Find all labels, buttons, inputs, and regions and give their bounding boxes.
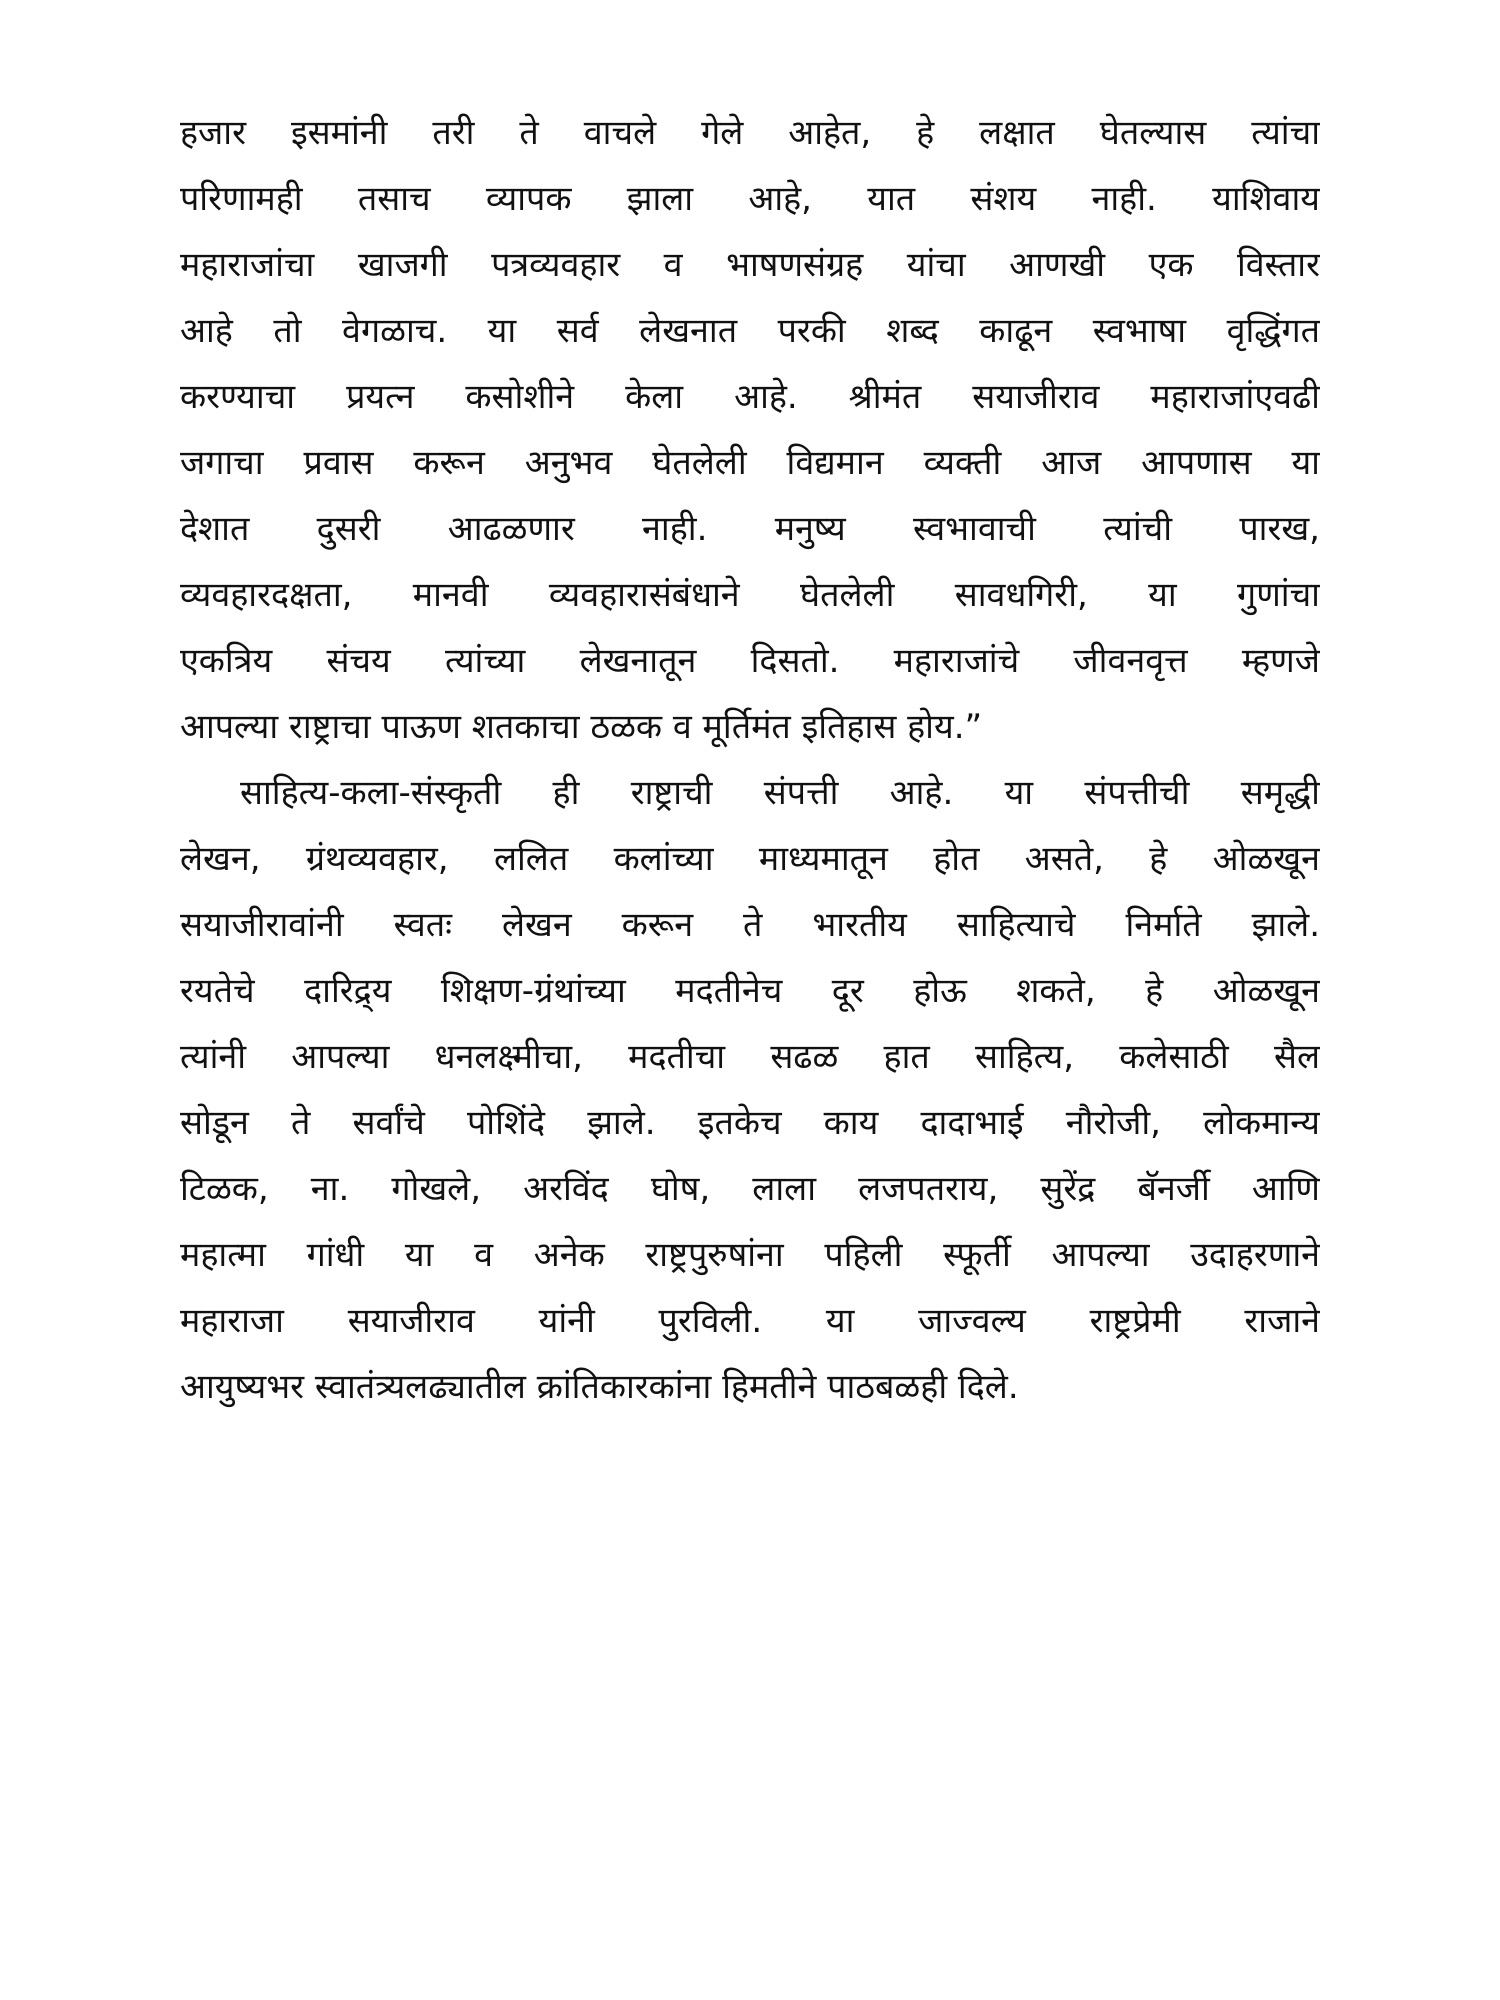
paragraph-line: महाराजा सयाजीराव यांनी पुरविली. या जाज्वल्य राष्ट्रप्रेमी राजाने xyxy=(180,1301,1320,1341)
paragraph-line: महात्मा गांधी या व अनेक राष्ट्रपुरुषांना पहिली स्फूर्ती आपल्या उदाहरणाने xyxy=(180,1235,1320,1275)
paragraph-line: एकत्रिय संचय त्यांच्या लेखनातून दिसतो. महाराजांचे जीवनवृत्त म्हणजे xyxy=(180,641,1320,681)
paragraph-line: व्यवहारदक्षता, मानवी व्यवहारासंबंधाने घेतलेली सावधगिरी, या गुणांचा xyxy=(180,575,1320,615)
paragraph-line: आहे तो वेगळाच. या सर्व लेखनात परकी शब्द काढून स्वभाषा वृद्धिंगत xyxy=(180,311,1320,351)
paragraph-line: करण्याचा प्रयत्न कसोशीने केला आहे. श्रीमंत सयाजीराव महाराजांएवढी xyxy=(180,377,1320,417)
paragraph-line: आयुष्यभर स्वातंत्र्यलढ्यातील क्रांतिकारकांना हिमतीने पाठबळही दिले. xyxy=(180,1367,1019,1407)
paragraph-line: त्यांनी आपल्या धनलक्ष्मीचा, मदतीचा सढळ हात साहित्य, कलेसाठी सैल xyxy=(180,1037,1320,1077)
paragraph-2 xyxy=(180,760,1320,1420)
paragraph-line: साहित्य-कला-संस्कृती ही राष्ट्राची संपत्ती आहे. या संपत्तीची समृद्धी xyxy=(240,773,1320,813)
paragraph-line: जगाचा प्रवास करून अनुभव घेतलेली विद्यमान व्यक्ती आज आपणास या xyxy=(180,443,1320,483)
paragraph-line: आपल्या राष्ट्राचा पाऊण शतकाचा ठळक व मूर्तिमंत इतिहास होय.” xyxy=(180,707,983,747)
paragraph-line: सयाजीरावांनी स्वतः लेखन करून ते भारतीय साहित्याचे निर्माते झाले. xyxy=(180,905,1320,945)
paragraph-line: सोडून ते सर्वांचे पोशिंदे झाले. इतकेच काय दादाभाई नौरोजी, लोकमान्य xyxy=(180,1103,1320,1143)
paragraph-line: टिळक, ना. गोखले, अरविंद घोष, लाला लजपतराय, सुरेंद्र बॅनर्जी आणि xyxy=(180,1169,1320,1209)
paragraph-line: परिणामही तसाच व्यापक झाला आहे, यात संशय नाही. याशिवाय xyxy=(180,179,1320,219)
paragraph-line: देशात दुसरी आढळणार नाही. मनुष्य स्वभावाची त्यांची पारख, xyxy=(180,509,1320,549)
paragraph-line: हजार इसमांनी तरी ते वाचले गेले आहेत, हे लक्षात घेतल्यास त्यांचा xyxy=(180,113,1320,153)
paragraph-line: महाराजांचा खाजगी पत्रव्यवहार व भाषणसंग्रह यांचा आणखी एक विस्तार xyxy=(180,245,1320,285)
paragraph-1 xyxy=(180,100,1320,760)
paragraph-line: लेखन, ग्रंथव्यवहार, ललित कलांच्या माध्यमातून होत असते, हे ओळखून xyxy=(180,839,1320,879)
paragraph-line: रयतेचे दारिद्र्य शिक्षण-ग्रंथांच्या मदतीनेच दूर होऊ शकते, हे ओळखून xyxy=(180,971,1320,1011)
